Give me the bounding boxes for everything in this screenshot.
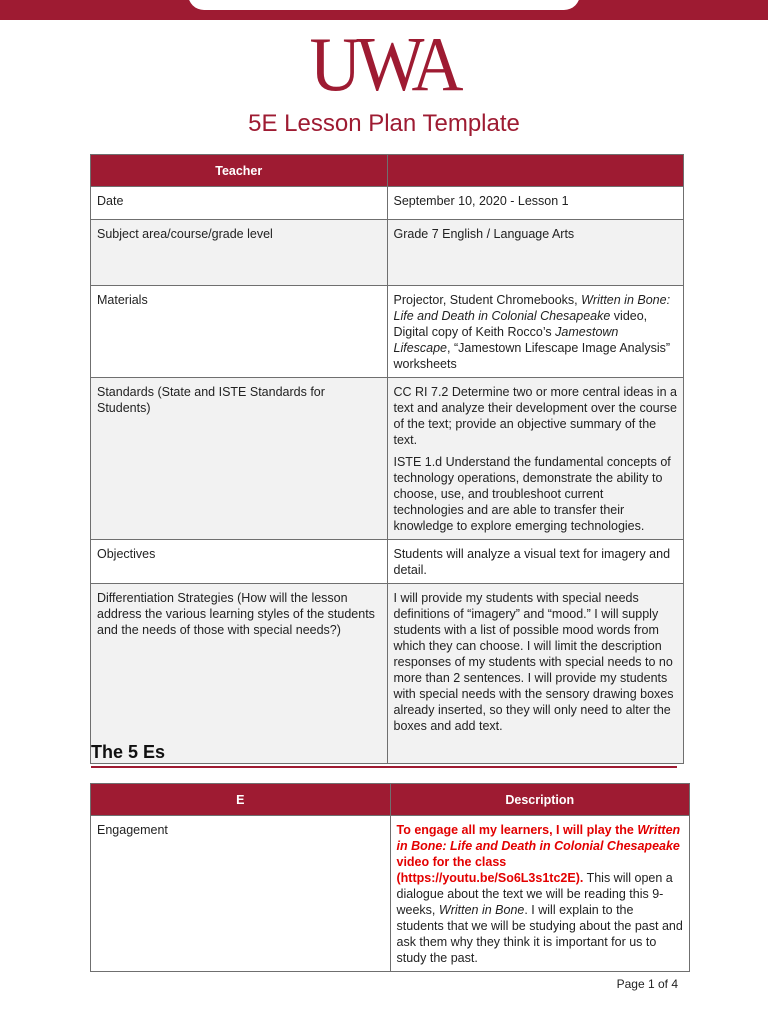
subject-value: Grade 7 English / Language Arts <box>387 220 684 286</box>
standards-label: Standards (State and ISTE Standards for Students) <box>91 378 388 540</box>
lesson-info-table <box>90 154 684 764</box>
teacher-row <box>91 155 684 187</box>
engagement-book-title: Written in Bone <box>438 903 525 917</box>
subject-row <box>91 220 684 286</box>
engagement-video-link: video for the class (https://youtu.be/So6L3s1tc2E). <box>396 855 584 885</box>
standards-value <box>387 378 684 540</box>
objectives-row <box>91 540 684 584</box>
description-column-header: Description <box>390 784 690 816</box>
engagement-description <box>390 816 690 972</box>
engagement-highlight-1: To engage all my learners, I will play the <box>396 823 638 837</box>
date-value: September 10, 2020 - Lesson 1 <box>387 187 684 220</box>
top-band-tab <box>188 0 580 10</box>
engagement-row <box>91 816 690 972</box>
date-row <box>91 187 684 220</box>
materials-value <box>387 286 684 378</box>
document-title: 5E Lesson Plan Template <box>248 110 520 137</box>
teacher-value <box>387 155 684 187</box>
teacher-label: Teacher <box>91 155 388 187</box>
uwa-logo: UWA <box>309 20 459 108</box>
standard-cc: CC RI 7.2 Determine two or more central ideas in a text and analyze their development over the course of the text; provide an objective summary of the text. <box>393 385 678 447</box>
subject-label: Subject area/course/grade level <box>91 220 388 286</box>
engagement-text-1: This will open a dialogue about the text we will be reading this 9-weeks, <box>396 871 673 917</box>
differentiation-value: I will provide my students with special needs definitions of “imagery” and “mood.” I will supply students with a list of possible mood words from which they can choose. I will limit the description responses of my students with special needs to no more than 2 sentences. I will provide my students with special needs with the sensory drawing boxes already inserted, so they will only need to alter the boxes and add text. <box>387 584 684 764</box>
materials-video-title: Written in Bone: Life and Death in Colonial Chesapeake <box>393 293 671 323</box>
e-column-header: E <box>91 784 391 816</box>
standard-iste: ISTE 1.d Understand the fundamental concepts of technology operations, demonstrate the ability to choose, use, and troubleshoot current technologies and are able to transfer their knowledge to explore emerging technologies. <box>393 455 671 533</box>
date-label: Date <box>91 187 388 220</box>
materials-text-2: video, Digital copy of Keith Rocco’s <box>393 309 648 339</box>
differentiation-row <box>91 584 684 764</box>
standards-row <box>91 378 684 540</box>
differentiation-label: Differentiation Strategies (How will the lesson address the various learning styles of the students and the needs of those with special needs?) <box>91 584 388 764</box>
five-es-table <box>90 783 690 972</box>
materials-label: Materials <box>91 286 388 378</box>
materials-text-3: , “Jamestown Lifescape Image Analysis” worksheets <box>393 341 671 371</box>
engagement-video-title: Written in Bone: Life and Death in Colonial Chesapeake <box>396 823 681 853</box>
section-divider <box>91 766 677 768</box>
engagement-label: Engagement <box>91 816 391 972</box>
page-number: Page 1 of 4 <box>616 977 678 991</box>
five-es-header-row <box>91 784 690 816</box>
engagement-text-2: . I will explain to the students that we will be studying about the past and ask them why they think it is important for us to study the past. <box>396 903 683 965</box>
objectives-value: Students will analyze a visual text for imagery and detail. <box>387 540 684 584</box>
materials-row <box>91 286 684 378</box>
materials-text-1: Projector, Student Chromebooks, <box>393 293 582 307</box>
five-es-heading: The 5 Es <box>91 742 166 762</box>
materials-painting-title: Jamestown Lifescape <box>393 325 619 355</box>
objectives-label: Objectives <box>91 540 388 584</box>
